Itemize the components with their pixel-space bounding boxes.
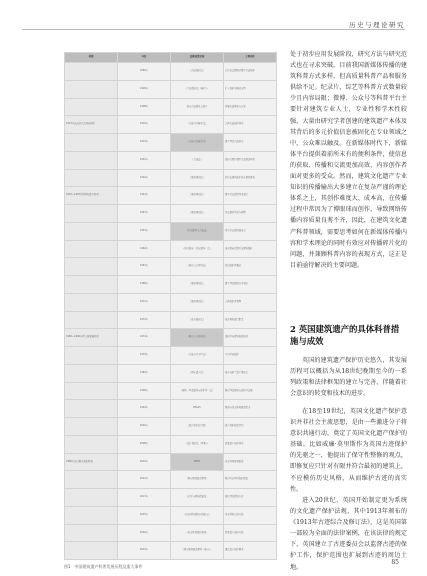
table-cell: 《城乡规划法》: [171, 187, 224, 205]
table-cell: [65, 63, 118, 81]
table-row: [65, 347, 277, 365]
table-cell: [65, 418, 118, 436]
table-cell: [65, 151, 118, 169]
table-cell: [65, 347, 118, 365]
table-cell: 1968—1990年间完善发展时期: [65, 329, 118, 347]
table-cell: 遗产保护政策评估: [224, 418, 277, 436]
table-cell: 建立登录古迹制度: [224, 134, 277, 152]
table-cell: 1932—1967年间体系建立时期: [65, 187, 118, 205]
table-row: [65, 222, 277, 240]
table-row: [65, 116, 277, 134]
table-cell: 1913年以前的立法探索时期: [65, 116, 118, 134]
table-cell: 整合历史环境保护政策: [224, 471, 277, 489]
table-cell: 地方规划部门职责: [224, 311, 277, 329]
table-row: [65, 134, 277, 152]
table-cell: 皇家古迹委员会成立: [171, 98, 224, 116]
table-cell: 《古迹合并修正法》: [171, 134, 224, 152]
table-cell: 2010年: [118, 453, 171, 471]
table-cell: 历史环境良好实践: [224, 506, 277, 524]
table-cell: 首次以法律形式确立古迹保护: [224, 63, 277, 81]
body-paragraph: 处于初步应用发展阶段，研究方法与研究范式也在寻求突破。目前我国新媒体传播的建筑科普方式多样，但高质量科普产品和服务供给不足。纪录片、综艺等科普方式数量较少且内容局限；微博、公众号等科普平台主要针对建筑专业人士，专业性和学术性较强，大量由研究学者创建的建筑遗产本体及其背后的多元价值信息被固化在专业领域之中，公众难以触及。在新媒体时代下，新媒体平台提供着前所未有的便利条件，使信息的获取、传播和交流更加高效，内容创作者面对更多的受众。然而，建筑文化遗产专业知识的传播输出大多建立在复杂严谨的理论体系之上，其创作难度大、成本高，在传播过程中常因为了博眼球而创作，导致网络传播内容质量良莠不齐，因此，在建筑文化遗产科普领域，需要思考如何在新媒体传播内容和学术理论的同时有效应对传播碎片化的问题，并兼顾科普内容的表现方式，这正是目前亟待解决的主要问题。: [290, 51, 407, 269]
table-cell: [65, 524, 118, 542]
table-cell: [65, 169, 118, 187]
table-row: [65, 311, 277, 329]
table-cell: 开展古迹调查与记录: [224, 98, 277, 116]
table-cell: 《国家规划政策框架（修订）》: [171, 542, 224, 560]
table-row: [65, 435, 277, 453]
table-cell: 改革遗产保护体系: [224, 435, 277, 453]
table-cell: 完善古迹保护体系: [224, 116, 277, 134]
table-cell: 《历史建筑与古迹法》: [171, 222, 224, 240]
table-cell: PPG15: [171, 400, 224, 418]
table-row: [65, 364, 277, 382]
table-row: [65, 276, 277, 294]
table-row: [65, 542, 277, 560]
table-cell: 《历史环境保护原则》: [171, 524, 224, 542]
table-cell: 1910年: [118, 116, 171, 134]
table-cell: 地方政府资助历史建筑维护: [224, 240, 277, 258]
table-cell: 1971年: [118, 293, 171, 311]
timeline-table: [64, 52, 277, 560]
table-cell: 1990年: [118, 382, 171, 400]
table-row: [65, 382, 277, 400]
table-row: [65, 418, 277, 436]
table-row: [65, 258, 277, 276]
section-heading: 2 英国建筑遗产的具体科普措施与成效: [290, 324, 400, 346]
table-cell: 《城市宜人环境法》: [171, 258, 224, 276]
table-cell: 1974年: [118, 329, 171, 347]
table-cell: 《城乡规划法》: [171, 276, 224, 294]
table-cell: 历史建筑登录与管理: [224, 205, 277, 223]
table-cell: PPS5: [171, 453, 224, 471]
table-row: [65, 329, 277, 347]
table-cell: [65, 240, 118, 258]
column-header: 主要内容: [224, 53, 277, 63]
table-row: [65, 524, 277, 542]
table-cell: 1947年: [118, 205, 171, 223]
table-cell: [65, 98, 118, 116]
table-cell: 1882年: [118, 63, 171, 81]
body-paragraph: 进入20世纪，英国开始制定更为系统的文化遗产保护法规，其中1913年颁布的《1913年古迹综合及修订法》，这是英国第一部较为全面的法律案例，在该法律的规定下，英国建立了古迹委员会以监督古迹的保护工作，保护范围也扩展到古迹的周边土地。: [290, 497, 407, 571]
table-cell: 2013年: [118, 489, 171, 507]
table-row: [65, 80, 277, 98]
table-row: [65, 400, 277, 418]
table-cell: 指导遗产保护实践: [224, 524, 277, 542]
table-body: [65, 63, 277, 560]
table-row: [65, 506, 277, 524]
table-cell: 《国家遗产法》: [171, 364, 224, 382]
table-cell: 2002年: [118, 418, 171, 436]
table-cell: 2016年: [118, 524, 171, 542]
table-cell: [65, 400, 118, 418]
table-cell: 《古迹合并修正法》: [171, 116, 224, 134]
table-cell: 1908年: [118, 98, 171, 116]
table-cell: 1932年: [118, 169, 171, 187]
table-cell: 1962年: [118, 240, 171, 258]
table-cell: 2015年: [118, 506, 171, 524]
table-row: [65, 471, 277, 489]
table-row: [65, 240, 277, 258]
table-cell: 《企业与规制改革法》: [171, 489, 224, 507]
table-cell: 《国家规划政策框架》: [171, 471, 224, 489]
table-cell: [65, 80, 118, 98]
table-cell: 成立英格兰遗产委员会: [224, 364, 277, 382]
table-row: [65, 489, 277, 507]
table-cell: [65, 542, 118, 560]
table-cell: [65, 471, 118, 489]
table-cell: 1994年: [118, 400, 171, 418]
table-cell: 将历史建筑保护纳入规划体系: [224, 169, 277, 187]
table-cell: 《城乡规划法》: [171, 169, 224, 187]
table-cell: 《城乡规划法》: [171, 205, 224, 223]
body-paragraph: 在18至19世纪，英国文化遗产保护意识并非社会主流思想，是由一些激进分子将意识共通行动，奠定了英国文化遗产保护的基础。比如威廉·莫里斯作为英国古迹保护的先驱之一，他提出了保守性整修的观点，即修复应只针对有限并符合最初的建筑上，不应模仿历史风格，从而维护古迹的真实性。: [290, 408, 407, 493]
table-row: [65, 63, 277, 81]
table-cell: 完善保护区管理: [224, 293, 277, 311]
table-cell: 1968年: [118, 276, 171, 294]
table-row: [65, 453, 277, 471]
table-cell: 1967年: [118, 258, 171, 276]
table-cell: 整合登录建筑与保护区法规: [224, 382, 277, 400]
table-cell: 《遗产保护法（草案）》: [171, 435, 224, 453]
table-cell: 提出保护区概念: [224, 258, 277, 276]
table-cell: 考古区域保护: [224, 347, 277, 365]
body-paragraph: 英国的建筑遗产保护历史悠久，其发展历程可以概括为从18世纪晚期至今的一系列政策和法律框架的建立与完善，伴随着社会意识的转变和技术的进步。: [290, 357, 407, 398]
table-cell: 简化登录建筑许可: [224, 489, 277, 507]
table-cell: 1944年: [118, 187, 171, 205]
figure-caption: 图1 中国建筑遗产科普发展历程及重大事件: [64, 564, 143, 569]
table-row: [65, 293, 277, 311]
table-cell: 《古迹法》: [171, 151, 224, 169]
table-cell: 强化遗产保护要求: [224, 542, 277, 560]
table-cell: [65, 311, 118, 329]
table-cell: [65, 364, 118, 382]
table-cell: 《城乡规划法》: [171, 293, 224, 311]
table-cell: 2019年: [118, 542, 171, 560]
table-cell: 1983年: [118, 364, 171, 382]
table-cell: [65, 293, 118, 311]
table-row: [65, 151, 277, 169]
table-cell: 规划与历史环境政策指引: [224, 400, 277, 418]
table-cell: [65, 134, 118, 152]
table-cell: 历史环境规划政策: [224, 453, 277, 471]
column-header: 年份: [118, 53, 171, 63]
table-cell: 《遗产保护的力量》: [171, 418, 224, 436]
running-title: 历史与理论研究: [349, 21, 405, 29]
table-cell: 1931年: [118, 151, 171, 169]
table-cell: 保护范围扩展至古迹周边环境: [224, 151, 277, 169]
table-cell: 《规划（登录建筑与保护区）法》: [171, 382, 224, 400]
table-cell: 《古迹保护法（修正）》: [171, 80, 224, 98]
table-row: [65, 205, 277, 223]
table-cell: 扩大保护对象的范围: [224, 80, 277, 98]
table-cell: [65, 382, 118, 400]
table-cell: [65, 435, 118, 453]
page-number: 85: [391, 559, 399, 566]
table-cell: 《城市宜人环境法》: [171, 329, 224, 347]
table-cell: 《历史环境规划实践指南》: [171, 506, 224, 524]
table-cell: 《地方政府（历史建筑）法》: [171, 240, 224, 258]
table-cell: 1972年: [118, 311, 171, 329]
table-row: [65, 98, 277, 116]
table-cell: 1953年: [118, 222, 171, 240]
table-cell: 1900年: [118, 80, 171, 98]
table-cell: 保护区内建筑拆除控制: [224, 329, 277, 347]
table-row: [65, 169, 277, 187]
header-divider: [22, 29, 405, 30]
column-header: 法规/政策名称: [171, 53, 224, 63]
table-cell: 建立登录建筑许可制度: [224, 276, 277, 294]
column-header: 时期: [65, 53, 118, 63]
table-header-row: [65, 53, 277, 63]
table-cell: 1990年以后整合创新时期: [65, 453, 118, 471]
table-cell: [65, 258, 118, 276]
table-row: [65, 187, 277, 205]
table-cell: 1979年: [118, 347, 171, 365]
table-cell: [65, 489, 118, 507]
table-cell: 设立历史建筑委员会: [224, 222, 277, 240]
table-cell: [65, 205, 118, 223]
table-cell: 《地方政府法》: [171, 311, 224, 329]
table-cell: 1913年: [118, 134, 171, 152]
table-cell: 2012年: [118, 471, 171, 489]
table-cell: 建立历史建筑登录制度: [224, 187, 277, 205]
table-cell: 2008年: [118, 435, 171, 453]
table-cell: [65, 222, 118, 240]
timeline-table-figure: [64, 52, 277, 560]
table-cell: 《古迹保护法》: [171, 63, 224, 81]
table-cell: [65, 506, 118, 524]
table-cell: [65, 276, 118, 294]
table-cell: 《古迹与考古区法》: [171, 347, 224, 365]
